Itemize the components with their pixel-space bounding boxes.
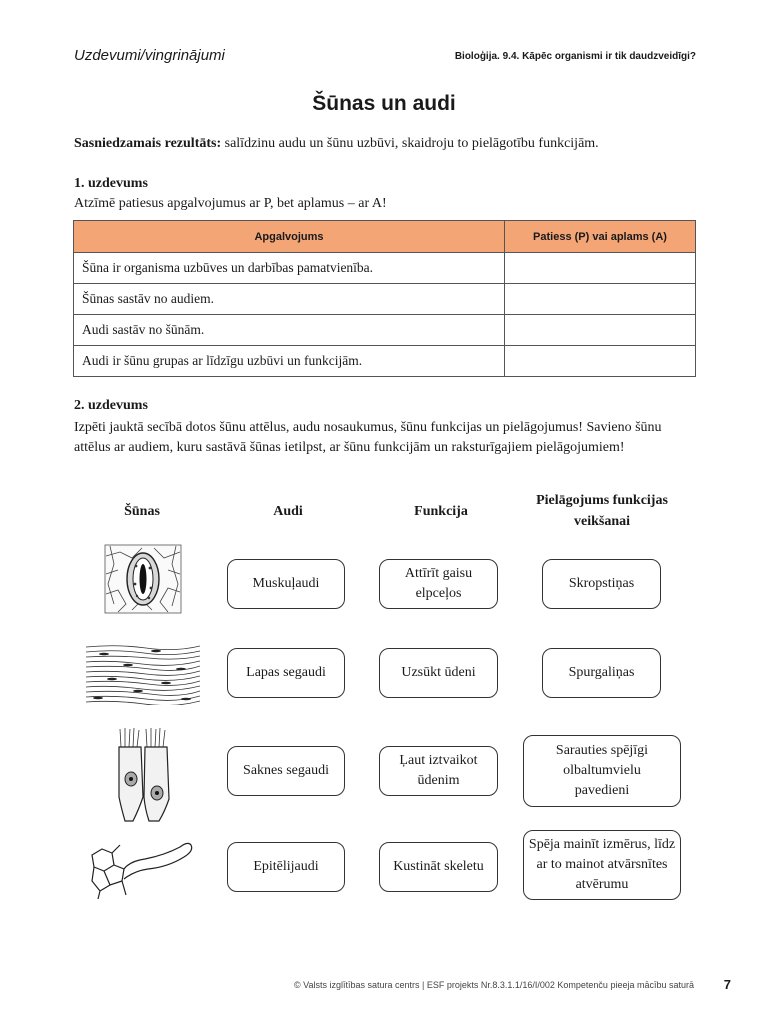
tissue-box-2[interactable]: Lapas segaudi [227, 648, 345, 698]
tissue-box-1[interactable]: Muskuļaudi [227, 559, 345, 609]
adaptation-box-3[interactable]: Sarauties spējīgi olbaltumvielu pavedieni [523, 735, 681, 807]
task2-title: 2. uzdevums [74, 398, 148, 413]
statement-cell: Šūnas sastāv no audiem. [74, 284, 505, 315]
page-number: 7 [723, 977, 731, 992]
adaptation-box-4[interactable]: Spēja mainīt izmērus, līdz ar to mainot atvārsnītes atvērumu [523, 830, 681, 900]
adaptation-box-2[interactable]: Spurgaliņas [542, 648, 661, 698]
outcome-label: Sasniedzamais rezultāts: [74, 136, 222, 151]
outcome-text: salīdzinu audu un šūnu uzbūvi, skaidroju to pielāgotību funkcijām. [221, 136, 599, 151]
ciliated-cell-icon[interactable] [113, 727, 175, 823]
section-label: Uzdevumi/vingrinājumi [74, 47, 225, 64]
task1-instruction: Atzīmē patiesus apgalvojumus ar P, bet aplamus – ar A! [74, 196, 387, 211]
footer-credits: © Valsts izglītības satura centrs | ESF projekts Nr.8.3.1.1/16/I/002 Kompetenču pieeja mācību saturā [293, 980, 694, 990]
column-header-adaptation: Pielāgojums funkcijas veikšanai [536, 493, 668, 529]
learning-outcome [74, 136, 599, 152]
adaptation-box-1[interactable]: Skropstiņas [542, 559, 661, 609]
statement-cell: Šūna ir organisma uzbūves un darbības pamatvienība. [74, 253, 505, 284]
function-box-2[interactable]: Uzsūkt ūdeni [379, 648, 498, 698]
statements-table [73, 220, 696, 377]
course-label: Bioloģija. 9.4. Kāpēc organismi ir tik daudzveidīgi? [454, 51, 696, 62]
answer-cell[interactable] [505, 253, 696, 284]
root-hair-cell-icon[interactable] [90, 835, 194, 899]
column-header-tissues: Audi [273, 504, 303, 519]
function-box-1[interactable]: Attīrīt gaisu elpceļos [379, 559, 498, 609]
statement-cell: Audi sastāv no šūnām. [74, 315, 505, 346]
table-row [74, 284, 696, 315]
task1-title: 1. uzdevums [74, 176, 148, 191]
function-box-4[interactable]: Kustināt skeletu [379, 842, 498, 892]
answer-cell[interactable] [505, 284, 696, 315]
function-box-3[interactable]: Ļaut iztvaikot ūdenim [379, 746, 498, 796]
tissue-box-4[interactable]: Epitēlijaudi [227, 842, 345, 892]
table-row [74, 253, 696, 284]
table-row [74, 346, 696, 377]
answer-header: Patiess (P) vai aplams (A) [505, 221, 696, 253]
muscle-fiber-icon[interactable] [86, 643, 200, 705]
column-header-function: Funkcija [414, 504, 468, 519]
stoma-cell-icon[interactable] [104, 544, 182, 614]
task2-instruction: Izpēti jauktā secībā dotos šūnu attēlus, audu nosaukumus, šūnu funkcijas un pielāgojumus! Savieno šūnu attēlus ar audiem, kuru sastāvā šūnas ietilpst, ar šūnu funkcijām un raksturīgajiem pielāgojumiem! [74, 420, 662, 455]
answer-cell[interactable] [505, 315, 696, 346]
statement-header: Apgalvojums [74, 221, 505, 253]
column-header-cells: Šūnas [124, 504, 160, 519]
answer-cell[interactable] [505, 346, 696, 377]
table-row [74, 315, 696, 346]
statement-cell: Audi ir šūnu grupas ar līdzīgu uzbūvi un funkcijām. [74, 346, 505, 377]
tissue-box-3[interactable]: Saknes segaudi [227, 746, 345, 796]
page-title: Šūnas un audi [312, 92, 456, 115]
